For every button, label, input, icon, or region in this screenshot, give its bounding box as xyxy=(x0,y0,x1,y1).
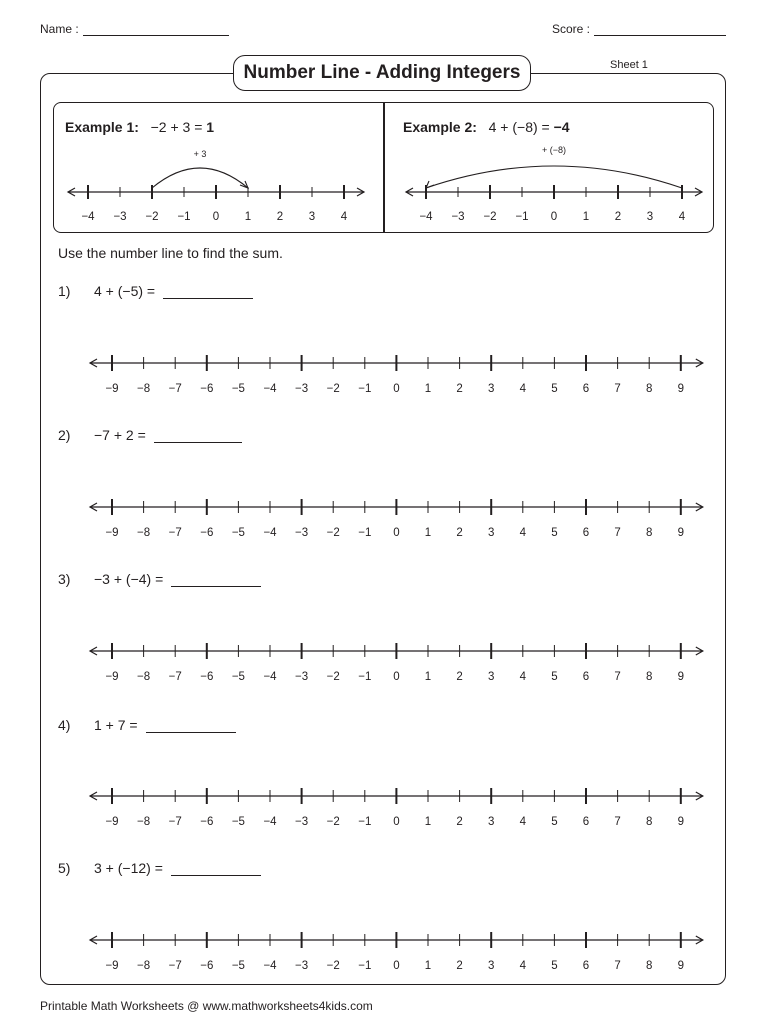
tick-label: 5 xyxy=(551,816,558,828)
tick-label: −4 xyxy=(263,816,277,828)
tick-label: −1 xyxy=(358,527,372,539)
arc-arrow-icon xyxy=(426,181,434,188)
tick-label: −7 xyxy=(168,671,182,683)
tick-label: −2 xyxy=(326,671,340,683)
axis xyxy=(90,788,703,828)
tick-label: 8 xyxy=(645,960,653,972)
tick-label: 9 xyxy=(677,383,685,395)
tick-label: −9 xyxy=(105,960,119,972)
problem-expression: 1 + 7 = xyxy=(94,717,138,733)
tick-label: −1 xyxy=(358,816,372,828)
tick-label: 9 xyxy=(677,671,685,683)
tick-label: 7 xyxy=(614,527,621,539)
tick-label: 1 xyxy=(244,211,252,223)
tick-label: 6 xyxy=(582,816,590,828)
axis xyxy=(90,355,703,395)
tick-label: 3 xyxy=(646,211,654,223)
tick-label: 1 xyxy=(582,211,590,223)
tick-label: −7 xyxy=(168,383,182,395)
axis xyxy=(68,185,364,223)
tick-label: −2 xyxy=(326,383,340,395)
examples-divider xyxy=(383,103,385,232)
answer-blank[interactable] xyxy=(163,284,253,299)
tick-label: 2 xyxy=(614,211,622,223)
example-1-title xyxy=(65,119,214,135)
tick-label: 3 xyxy=(487,816,495,828)
tick-label: −1 xyxy=(515,211,529,223)
tick-label: 9 xyxy=(677,960,685,972)
tick-label: 6 xyxy=(582,960,590,972)
tick-label: 4 xyxy=(519,527,527,539)
tick-label: 0 xyxy=(212,211,220,223)
tick-label: −3 xyxy=(451,211,465,223)
tick-label: 4 xyxy=(519,671,527,683)
tick-label: −4 xyxy=(419,211,433,223)
jump-arc xyxy=(152,168,248,188)
tick-label: 5 xyxy=(551,671,558,683)
tick-label: 3 xyxy=(487,671,495,683)
tick-label: −7 xyxy=(168,527,182,539)
problem-number: 3) xyxy=(58,571,71,587)
problem-1 xyxy=(58,283,253,299)
number-line-1 xyxy=(86,350,710,400)
score-field xyxy=(552,22,726,36)
tick-label: 7 xyxy=(614,671,621,683)
tick-label: −3 xyxy=(295,960,309,972)
problem-number: 2) xyxy=(58,427,71,443)
tick-label: 1 xyxy=(424,816,432,828)
tick-label: −6 xyxy=(200,527,214,539)
tick-label: −2 xyxy=(326,816,340,828)
tick-label: −2 xyxy=(483,211,497,223)
sheet-label: Sheet 1 xyxy=(610,59,648,71)
answer-blank[interactable] xyxy=(171,572,261,587)
arc-label: + (−8) xyxy=(541,145,567,155)
tick-label: −5 xyxy=(231,527,245,539)
tick-label: 3 xyxy=(487,383,495,395)
tick-label: −2 xyxy=(326,527,340,539)
jump-arc xyxy=(426,166,682,188)
problem-2 xyxy=(58,427,242,443)
problem-4 xyxy=(58,717,236,733)
tick-label: 9 xyxy=(677,816,685,828)
tick-label: 5 xyxy=(551,383,558,395)
tick-label: 0 xyxy=(393,383,400,395)
example-2-title xyxy=(403,119,570,135)
problem-number: 5) xyxy=(58,860,71,876)
tick-label: 1 xyxy=(424,383,432,395)
tick-label: −1 xyxy=(358,960,372,972)
tick-label: 1 xyxy=(424,527,432,539)
arc-label: + 3 xyxy=(193,149,207,159)
tick-label: −8 xyxy=(137,671,151,683)
name-label: Name : xyxy=(40,22,79,36)
tick-label: −4 xyxy=(263,383,277,395)
example-1-answer: 1 xyxy=(206,119,215,135)
problem-expression: 3 + (−12) = xyxy=(94,860,163,876)
answer-blank[interactable] xyxy=(146,718,236,733)
tick-label: 1 xyxy=(424,671,432,683)
tick-label: 8 xyxy=(645,816,653,828)
tick-label: −1 xyxy=(358,671,372,683)
tick-label: −5 xyxy=(231,816,245,828)
example-1-number-line xyxy=(60,140,370,230)
name-field xyxy=(40,22,229,36)
tick-label: −4 xyxy=(263,527,277,539)
axis xyxy=(406,185,702,223)
tick-label: 2 xyxy=(456,960,463,972)
problem-number: 1) xyxy=(58,283,71,299)
tick-label: −5 xyxy=(231,671,245,683)
number-line-4 xyxy=(86,783,710,833)
score-label: Score : xyxy=(552,22,591,36)
problem-expression: 4 + (−5) = xyxy=(94,283,156,299)
answer-blank[interactable] xyxy=(154,428,242,443)
instructions: Use the number line to find the sum. xyxy=(58,245,283,261)
tick-label: 2 xyxy=(456,816,463,828)
tick-label: −8 xyxy=(137,816,151,828)
tick-label: −5 xyxy=(231,383,245,395)
tick-label: −4 xyxy=(263,960,277,972)
example-1-expression: −2 + 3 = xyxy=(150,119,203,135)
footer-credit: Printable Math Worksheets @ www.mathworksheets4kids.com xyxy=(40,999,373,1013)
example-1-label: Example 1: xyxy=(65,119,139,135)
tick-label: 6 xyxy=(582,383,590,395)
example-2-label: Example 2: xyxy=(403,119,477,135)
tick-label: −4 xyxy=(81,211,95,223)
tick-label: −1 xyxy=(177,211,191,223)
tick-label: −3 xyxy=(113,211,127,223)
tick-label: 0 xyxy=(393,527,400,539)
name-blank[interactable] xyxy=(83,22,229,36)
tick-label: 6 xyxy=(582,527,590,539)
tick-label: 2 xyxy=(456,527,463,539)
score-blank[interactable] xyxy=(594,22,726,36)
tick-label: 4 xyxy=(519,816,527,828)
tick-label: −3 xyxy=(295,671,309,683)
tick-label: 0 xyxy=(393,671,400,683)
tick-label: −6 xyxy=(200,671,214,683)
tick-label: 2 xyxy=(456,383,463,395)
problem-3 xyxy=(58,571,261,587)
tick-label: −2 xyxy=(326,960,340,972)
tick-label: −8 xyxy=(137,527,151,539)
tick-label: −9 xyxy=(105,383,119,395)
tick-label: 9 xyxy=(677,527,685,539)
tick-label: 3 xyxy=(487,960,495,972)
tick-label: −1 xyxy=(358,383,372,395)
problem-expression: −3 + (−4) = xyxy=(94,571,164,587)
tick-label: 8 xyxy=(645,671,653,683)
tick-label: −9 xyxy=(105,671,119,683)
tick-label: 0 xyxy=(393,816,400,828)
tick-label: −7 xyxy=(168,960,182,972)
example-2-expression: 4 + (−8) = xyxy=(488,119,550,135)
tick-label: 3 xyxy=(487,527,495,539)
tick-label: 0 xyxy=(550,211,558,223)
tick-label: −8 xyxy=(137,960,151,972)
tick-label: 4 xyxy=(678,211,686,223)
tick-label: −8 xyxy=(137,383,151,395)
tick-label: 8 xyxy=(645,527,653,539)
axis xyxy=(90,643,703,683)
tick-label: 7 xyxy=(614,960,621,972)
tick-label: −4 xyxy=(263,671,277,683)
tick-label: −2 xyxy=(145,211,159,223)
tick-label: −6 xyxy=(200,960,214,972)
tick-label: −6 xyxy=(200,383,214,395)
example-2-number-line xyxy=(398,140,708,230)
problem-expression: −7 + 2 = xyxy=(94,427,146,443)
tick-label: −3 xyxy=(295,816,309,828)
tick-label: 4 xyxy=(519,383,527,395)
tick-label: 4 xyxy=(519,960,527,972)
tick-label: 7 xyxy=(614,816,621,828)
number-line-2 xyxy=(86,494,710,544)
tick-label: −9 xyxy=(105,816,119,828)
tick-label: −9 xyxy=(105,527,119,539)
number-line-5 xyxy=(86,927,710,977)
tick-label: −3 xyxy=(295,527,309,539)
tick-label: 2 xyxy=(456,671,463,683)
axis xyxy=(90,499,703,539)
number-line-3 xyxy=(86,638,710,688)
tick-label: 4 xyxy=(340,211,348,223)
tick-label: 1 xyxy=(424,960,432,972)
tick-label: 7 xyxy=(614,383,621,395)
axis xyxy=(90,932,703,972)
tick-label: 5 xyxy=(551,960,558,972)
tick-label: 8 xyxy=(645,383,653,395)
tick-label: −7 xyxy=(168,816,182,828)
tick-label: 5 xyxy=(551,527,558,539)
problem-5 xyxy=(58,860,261,876)
example-2-answer: −4 xyxy=(553,119,570,135)
tick-label: 0 xyxy=(393,960,400,972)
tick-label: −6 xyxy=(200,816,214,828)
answer-blank[interactable] xyxy=(171,861,261,876)
worksheet-title: Number Line - Adding Integers xyxy=(233,55,531,91)
tick-label: 6 xyxy=(582,671,590,683)
tick-label: 3 xyxy=(308,211,316,223)
tick-label: −3 xyxy=(295,383,309,395)
problem-number: 4) xyxy=(58,717,71,733)
tick-label: 2 xyxy=(276,211,284,223)
tick-label: −5 xyxy=(231,960,245,972)
